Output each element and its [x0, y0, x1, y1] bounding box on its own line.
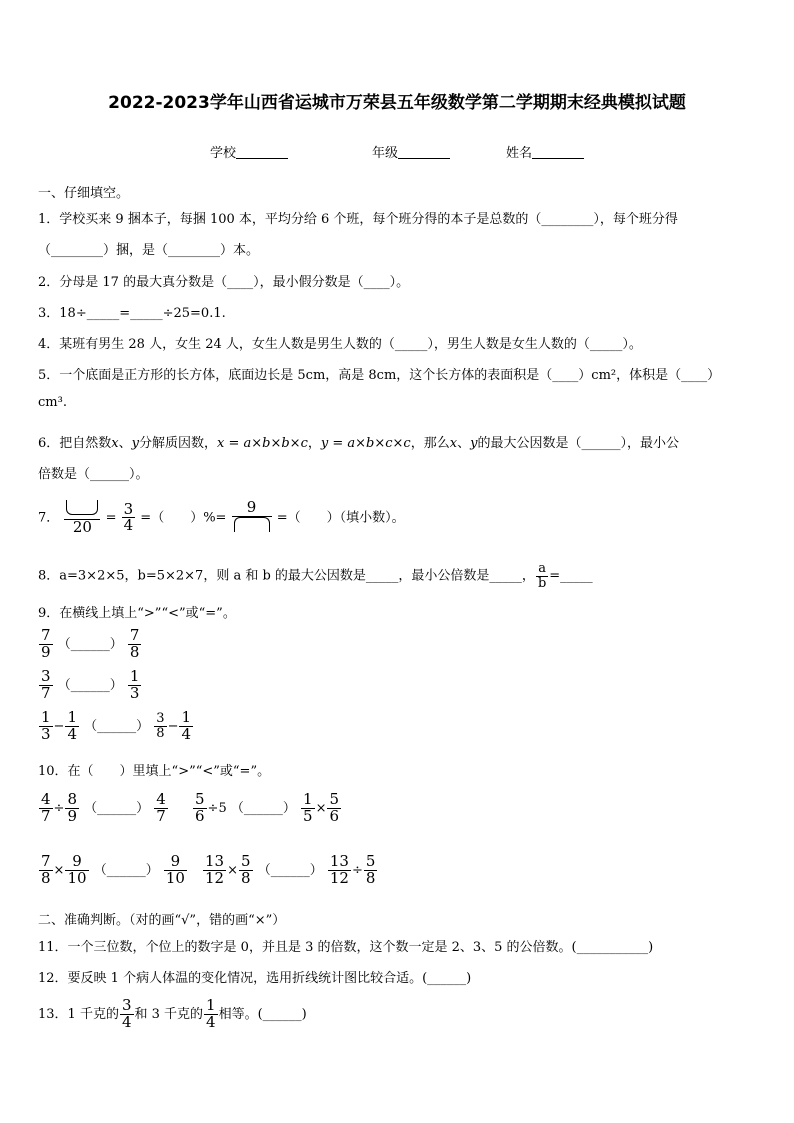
fraction	[328, 854, 351, 887]
fraction-numerator: 1	[129, 667, 140, 685]
fraction-denominator: 8	[365, 868, 376, 887]
fraction	[39, 628, 53, 661]
fraction-denominator: 6	[329, 806, 340, 825]
fraction	[128, 628, 142, 661]
page-title: 2022-2023学年山西省运城市万荣县五年级数学第二学期期末经典模拟试题	[108, 93, 686, 113]
blank-numerator[interactable]	[66, 500, 98, 515]
question-9: 9．在横线上填上“>”“<”或“=”。	[38, 606, 236, 621]
name-field	[506, 142, 584, 161]
question-2: 2．分母是 17 的最大真分数是（____），最小假分数是（____）。	[38, 275, 410, 290]
fraction	[327, 792, 341, 825]
fraction-numerator: 8	[67, 790, 77, 808]
fraction-3-4	[122, 499, 136, 535]
fraction-denominator: 9	[41, 642, 51, 661]
compare-blank[interactable]: （______）	[57, 636, 123, 652]
question-4: 4．某班有男生 28 人，女生 24 人，女生人数是男生人数的（_____），男生人数是女生人数的（_____）。	[38, 337, 642, 352]
fraction	[193, 792, 207, 825]
fraction-numerator: 3	[156, 711, 165, 727]
fraction-numerator: 5	[195, 790, 205, 808]
fraction-denominator: 8	[241, 868, 251, 887]
fraction-denominator: 7	[156, 806, 166, 825]
fraction	[65, 710, 79, 743]
fraction-denominator: 8	[156, 725, 165, 741]
fraction-numerator: 1	[206, 996, 216, 1014]
question-13: 13．1 千克的 $\frac{3}{4}$ 和 3 千克的 $\frac{1}{4}$ 相等。(______)	[38, 996, 307, 1031]
fraction-numerator: a	[538, 561, 546, 576]
fraction	[364, 854, 378, 887]
fraction-numerator: 5	[329, 790, 340, 808]
fraction-blank-over-20	[64, 500, 100, 536]
compare-blank[interactable]: （______）	[230, 800, 296, 816]
fraction-denominator: 12	[205, 868, 225, 887]
question-7: 7． 20 = $\frac{3}{4}$ =（ ）%= 9 =（ ）（填小数）。	[38, 498, 405, 536]
question-5-line-2: cm³.	[38, 395, 67, 410]
fraction-numerator: 4	[41, 790, 51, 808]
fraction	[204, 998, 218, 1031]
fraction	[203, 854, 226, 887]
grade-field	[372, 142, 450, 161]
question-5-line-1: 5．一个底面是正方形的长方体，底面边长是 5cm，高是 8cm，这个长方体的表面积是（____）cm²，体积是（____）	[38, 368, 721, 383]
grade-label: 年级	[372, 146, 399, 161]
question-3: 3．18÷_____=_____÷25=0.1.	[38, 306, 226, 321]
fraction-numerator: 5	[241, 852, 251, 870]
fraction-numerator: 1	[303, 790, 313, 808]
fraction-denominator: 9	[67, 806, 77, 825]
fraction-denominator: 7	[41, 683, 51, 702]
fraction-denominator: 8	[41, 868, 51, 887]
question-10-b: $\frac{5}{6}$ ÷5 （______） $\frac{1}{5}$ × $\frac{5}{6}$	[195, 790, 340, 825]
question-9-row-2	[38, 669, 142, 702]
fraction-denominator: 10	[165, 868, 185, 887]
fraction-numerator: 7	[129, 626, 140, 644]
x-factorization: x = a×b×b×c	[217, 436, 308, 451]
compare-blank[interactable]: （______）	[57, 677, 123, 693]
school-label: 学校	[210, 146, 237, 161]
fraction-numerator: 3	[121, 996, 132, 1014]
fraction-numerator: 13	[329, 852, 349, 870]
fraction-a-b	[536, 562, 548, 590]
fraction-numerator: 7	[41, 626, 51, 644]
fraction-denominator: 10	[67, 868, 87, 887]
fraction-denominator: 3	[41, 724, 51, 743]
fraction	[39, 669, 53, 702]
fraction-numerator: 7	[41, 852, 51, 870]
name-blank[interactable]	[532, 146, 584, 159]
question-9-row-1	[38, 628, 142, 661]
compare-blank[interactable]: （______）	[84, 718, 150, 734]
fraction	[179, 710, 193, 743]
question-10: 10．在（ ）里填上“>”“<”或“=”。	[38, 764, 271, 779]
fraction-denominator: 8	[129, 642, 140, 661]
fraction-numerator: 1	[67, 708, 77, 726]
y-factorization: y = a×b×c×c	[320, 436, 411, 451]
fraction-numerator: 1	[41, 708, 51, 726]
fraction-denominator: 4	[181, 724, 192, 743]
fraction-denominator	[232, 516, 272, 536]
fraction	[39, 854, 53, 887]
fraction-denominator: 4	[67, 724, 77, 743]
fraction-denominator: 12	[329, 868, 349, 887]
fraction	[39, 792, 53, 825]
fraction-numerator: 4	[156, 790, 166, 808]
fraction-denominator: 6	[195, 806, 205, 825]
question-12: 12．要反映 1 个病人体温的变化情况，选用折线统计图比较合适。(______)	[38, 971, 472, 986]
fraction-denominator: 20	[64, 519, 100, 536]
question-6-line-1: 6．把自然数x、y分解质因数，x = a×b×b×c，y = a×b×c×c，那么x、y的最大公因数是（______），最小公	[38, 436, 679, 451]
fraction	[39, 710, 53, 743]
fraction-denominator: 7	[41, 806, 51, 825]
fraction	[154, 712, 166, 740]
fraction-denominator: b	[537, 575, 547, 591]
section-1-heading: 一、仔细填空。	[38, 186, 130, 201]
fraction-denominator: 4	[123, 516, 134, 535]
fraction-numerator: 9	[170, 852, 181, 870]
section-2-heading: 二、准确判断。（对的画“√”，错的画“×”）	[38, 913, 286, 928]
school-blank[interactable]	[236, 146, 288, 159]
fraction-9-over-blank	[232, 500, 272, 536]
fraction-denominator: 4	[206, 1012, 216, 1031]
fraction	[128, 669, 142, 702]
fraction-numerator: 13	[205, 852, 225, 870]
fraction-denominator: 3	[129, 683, 140, 702]
question-10-d: $\frac{13}{12}$ × $\frac{5}{8}$ （______） $\frac{13}{12}$ ÷ $\frac{5}{8}$	[205, 852, 376, 887]
compare-blank[interactable]: （______）	[93, 862, 159, 878]
question-9-row-3: $\frac{1}{3}$ − $\frac{1}{4}$ （______） $\frac{3}{8}$ − $\frac{1}{4}$	[41, 708, 192, 743]
question-10-a: $\frac{4}{7}$ ÷ $\frac{8}{9}$ （______） $\frac{4}{7}$	[41, 790, 166, 825]
fraction-numerator: 9	[72, 852, 82, 870]
blank-denominator[interactable]	[234, 517, 270, 532]
fraction-numerator: 3	[123, 499, 134, 518]
fraction-numerator: 5	[365, 852, 376, 870]
fraction	[239, 854, 253, 887]
question-1-line-2: （________）捆，是（________）本。	[38, 243, 260, 258]
fraction-denominator: 5	[303, 806, 313, 825]
fraction	[164, 854, 187, 887]
fraction	[65, 854, 88, 887]
fraction-numerator	[64, 500, 100, 519]
fraction-numerator: 3	[41, 667, 51, 685]
fraction-denominator: 4	[121, 1012, 132, 1031]
grade-blank[interactable]	[398, 146, 450, 159]
fraction-numerator: 9	[246, 498, 257, 516]
question-8: 8．a=3×2×5，b=5×2×7，则 a 和 b 的最大公因数是_____，最小公倍数是_____， $\frac{a}{b}$ =_____	[38, 561, 593, 591]
fraction	[154, 792, 168, 825]
question-11: 11．一个三位数，个位上的数字是 0，并且是 3 的倍数，这个数一定是 2、3、5 的公倍数。(___________)	[38, 940, 654, 955]
school-field	[210, 142, 288, 161]
question-1-line-1: 1．学校买来 9 捆本子，每捆 100 本，平均分给 6 个班，每个班分得的本子是总数的（________），每个班分得	[38, 212, 678, 227]
compare-blank[interactable]: （______）	[84, 800, 150, 816]
question-10-c: $\frac{7}{8}$ × $\frac{9}{10}$ （______） $\frac{9}{10}$	[41, 852, 185, 887]
fraction-numerator: 1	[181, 708, 192, 726]
question-6-line-2: 倍数是（______）。	[38, 467, 149, 482]
compare-blank[interactable]: （______）	[257, 862, 323, 878]
name-label: 姓名	[506, 146, 533, 161]
fraction	[65, 792, 79, 825]
fraction	[120, 998, 134, 1031]
fraction	[301, 792, 315, 825]
